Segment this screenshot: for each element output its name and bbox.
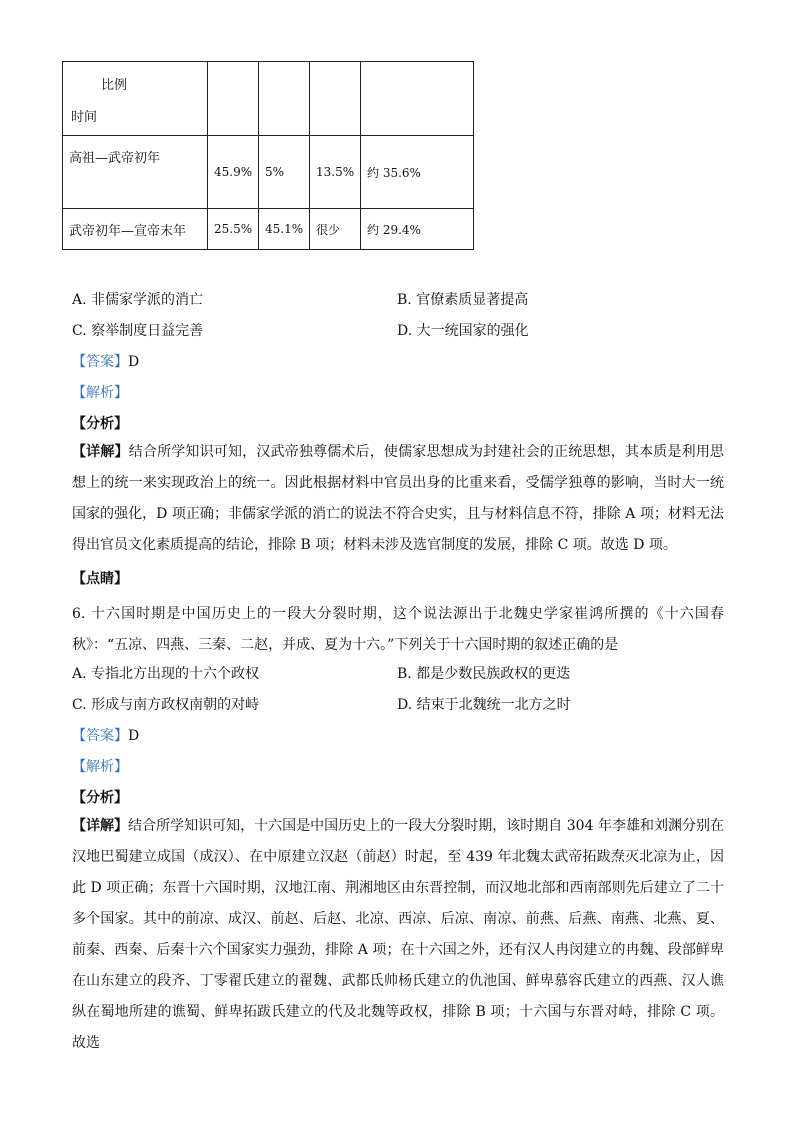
- table-header-cell: [208, 62, 259, 136]
- answer-value: D: [128, 354, 140, 370]
- table-cell: 45.9%: [208, 136, 259, 209]
- table-cell: 25.5%: [208, 209, 259, 250]
- table-row: [63, 136, 474, 209]
- q5-detail-paragraph: [72, 437, 724, 561]
- header-ratio-label: 比例: [101, 78, 128, 93]
- q5-fenxi-label: 【分析】: [72, 416, 128, 432]
- q6-detail-paragraph: [72, 811, 724, 1059]
- table-header-cell: [361, 62, 474, 136]
- q6-answer: [72, 725, 139, 745]
- q6-analysis-label: 【解析】: [72, 759, 128, 775]
- header-time-label: 时间: [71, 110, 98, 125]
- detail-text: 结合所学知识可知，汉武帝独尊儒术后，使儒家思想成为封建社会的正统思想，其本质是利用思想上的统一来实现政治上的统一。因此根据材料中官员出身的比重来看，受儒学独尊的影响，当时大一统国家的强化，D 项正确；非儒家学派的消亡的说法不符合史实，且与材料信息不符，排除 A 项；材料无法得出官员文化素质提高的结论，排除 B 项；材料未涉及选官制度的发展，排除 C 项。故选 D 项。: [72, 444, 725, 553]
- answer-label: 【答案】: [72, 728, 128, 744]
- official-origin-table: [62, 61, 474, 250]
- q6-option-c: C. 形成与南方政权南朝的对峙: [72, 697, 260, 713]
- table-cell: 13.5%: [310, 136, 361, 209]
- q6-option-b: B. 都是少数民族政权的更迭: [397, 666, 571, 682]
- table-header-row: [63, 62, 474, 136]
- q5-dianjing-label: 【点睛】: [72, 571, 128, 587]
- table-header-cell: [259, 62, 310, 136]
- table-header-cell: [310, 62, 361, 136]
- table-cell: 5%: [259, 136, 310, 209]
- table-cell: 约 29.4%: [361, 209, 474, 250]
- detail-label: 【详解】: [72, 818, 129, 834]
- q5-answer: [72, 351, 139, 371]
- q6-stem: 6. 十六国时期是中国历史上的一段大分裂时期，这个说法源出于北魏史学家崔鸿所撰的《十六国春秋》：“五凉、四燕、三秦、二赵，并成、夏为十六。”下列关于十六国时期的叙述正确的是: [72, 606, 724, 653]
- q5-option-c: C. 察举制度日益完善: [72, 323, 204, 339]
- table-corner-header: [63, 62, 208, 136]
- table-cell: 约 35.6%: [361, 136, 474, 209]
- answer-label: 【答案】: [72, 354, 128, 370]
- q6-fenxi-label: 【分析】: [72, 790, 128, 806]
- q5-option-a: A. 非儒家学派的消亡: [72, 292, 204, 308]
- q6-option-d: D. 结束于北魏统一北方之时: [397, 697, 571, 713]
- q6-option-a: A. 专指北方出现的十六个政权: [72, 666, 260, 682]
- answer-value: D: [128, 728, 140, 744]
- table-cell: 45.1%: [259, 209, 310, 250]
- table-cell-period: 武帝初年—宣帝末年: [63, 209, 208, 250]
- q5-option-b: B. 官僚素质显著提高: [397, 292, 529, 308]
- q5-option-d: D. 大一统国家的强化: [397, 323, 529, 339]
- detail-text: 结合所学知识可知，十六国是中国历史上的一段大分裂时期，该时期自 304 年李雄和刘渊分别在汉地巴蜀建立成国（成汉）、在中原建立汉赵（前赵）时起，至 439 年北魏太武帝拓跋焘灭北凉为止，因此 D 项正确；东晋十六国时期，汉地江南、荆湘地区由东晋控制，而汉地北部和西南部则先后建立了二十多个国家。其中的前凉、成汉、前赵、后赵、北凉、西凉、后凉、南凉、前燕、后燕、南燕、北燕、夏、前秦、西秦、后秦十六个国家实力强劲，排除 A 项；在十六国之外，还有汉人冉闵建立的冉魏、段部鲜卑在山东建立的段齐、丁零翟氏建立的翟魏、武都氐帅杨氏建立的仇池国、鲜卑慕容氏建立的西燕、汉人谯纵在蜀地所建的谯蜀、鲜卑拓跋氏建立的代及北魏等政权，排除 B 项；十六国与东晋对峙，排除 C 项。故选: [72, 818, 725, 1051]
- q5-analysis-label: 【解析】: [72, 385, 128, 401]
- table-cell: 很少: [310, 209, 361, 250]
- table-cell-period: 高祖—武帝初年: [63, 136, 208, 209]
- table-row: [63, 209, 474, 250]
- detail-label: 【详解】: [72, 444, 129, 460]
